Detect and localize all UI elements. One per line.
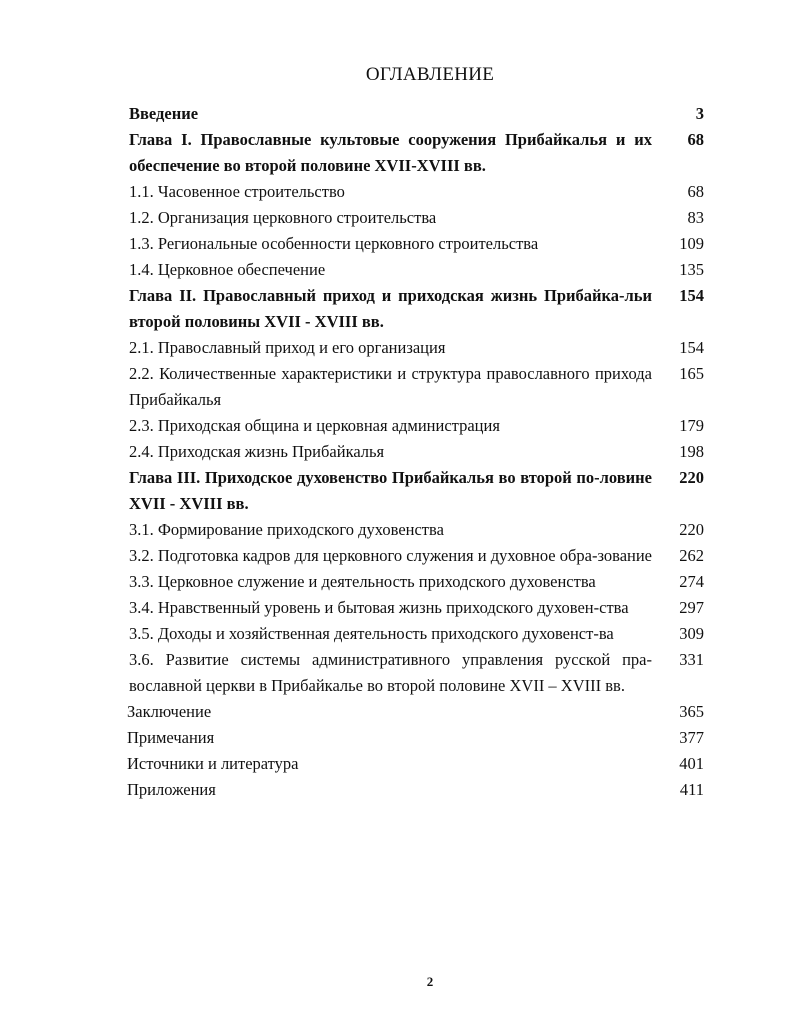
toc-entry-3-1 bbox=[129, 517, 704, 543]
toc-entry-sources bbox=[127, 751, 704, 777]
toc-entry-page: 365 bbox=[679, 702, 704, 721]
toc-entry-title: Глава I. Православные культовые сооружения Прибайкалья и их обеспечение во второй половине XVII-XVIII вв. bbox=[129, 130, 652, 175]
toc-entry-page: 165 bbox=[679, 364, 704, 383]
toc-entry-page: 411 bbox=[679, 780, 704, 799]
toc-entry-page: 109 bbox=[679, 234, 704, 253]
toc-entry-1-4 bbox=[129, 257, 704, 283]
toc-title: ОГЛАВЛЕНИЕ bbox=[365, 64, 495, 85]
toc-entry-notes bbox=[127, 725, 704, 751]
toc-entry-1-1 bbox=[129, 179, 704, 205]
toc-entry-title: 1.1. Часовенное строительство bbox=[129, 182, 345, 201]
toc-entry-page: 135 bbox=[679, 260, 704, 279]
toc-entry-title: 3.2. Подготовка кадров для церковного служения и духовное обра-зование bbox=[129, 546, 653, 565]
toc-entry-page: 154 bbox=[679, 286, 704, 305]
toc-entry-page: 274 bbox=[679, 572, 704, 591]
toc-entry-title: 2.1. Православный приход и его организация bbox=[129, 338, 446, 357]
toc-entry-page: 262 bbox=[679, 546, 704, 565]
toc-entry-title: 2.3. Приходская община и церковная администрация bbox=[129, 416, 500, 435]
toc-entry-title: 3.1. Формирование приходского духовенства bbox=[129, 520, 444, 539]
table-of-contents bbox=[129, 101, 704, 803]
toc-entry-conclusion bbox=[127, 699, 704, 725]
toc-entry-page: 297 bbox=[679, 598, 704, 617]
toc-entry-title: Глава II. Православный приход и приходская жизнь Прибайка-льи второй половины XVII - XVIII вв. bbox=[129, 286, 652, 331]
toc-entry-page: 68 bbox=[687, 182, 704, 201]
toc-entry-title: Приложения bbox=[127, 780, 216, 799]
toc-entry-chapter-2 bbox=[129, 283, 704, 335]
toc-entry-title: 1.3. Региональные особенности церковного строительства bbox=[129, 234, 539, 253]
toc-entry-title: 3.4. Нравственный уровень и бытовая жизнь приходского духовен-ства bbox=[129, 598, 629, 617]
toc-entry-title: 3.6. Развитие системы административного управления русской пра-вославной церкви в Прибайкалье во второй половине XVII – XVIII вв. bbox=[129, 650, 652, 695]
toc-entry-chapter-3 bbox=[129, 465, 704, 517]
toc-entry-title: 2.2. Количественные характеристики и структура православного прихода Прибайкалья bbox=[129, 364, 652, 409]
toc-entry-page: 83 bbox=[687, 208, 704, 227]
toc-entry-title: 3.3. Церковное служение и деятельность приходского духовенства bbox=[129, 572, 596, 591]
toc-entry-title: Глава III. Приходское духовенство Прибайкалья во второй по-ловине XVII - XVIII вв. bbox=[129, 468, 652, 513]
toc-entry-page: 220 bbox=[679, 520, 704, 539]
toc-entry-2-2 bbox=[129, 361, 704, 413]
toc-entry-2-3 bbox=[129, 413, 704, 439]
toc-entry-page: 220 bbox=[679, 468, 704, 487]
toc-entry-3-5 bbox=[129, 621, 704, 647]
toc-entry-page: 68 bbox=[687, 130, 704, 149]
toc-entry-title: 2.4. Приходская жизнь Прибайкалья bbox=[129, 442, 385, 461]
toc-entry-1-3 bbox=[129, 231, 704, 257]
toc-entry-page: 377 bbox=[679, 728, 704, 747]
toc-entry-title: Введение bbox=[129, 104, 199, 123]
page-number: 2 bbox=[426, 974, 434, 989]
toc-entry-2-1 bbox=[129, 335, 704, 361]
toc-entry-3-3 bbox=[129, 569, 704, 595]
toc-entry-title: Источники и литература bbox=[127, 754, 299, 773]
toc-entry-3-4 bbox=[129, 595, 704, 621]
toc-entry-page: 401 bbox=[679, 754, 704, 773]
toc-entry-3-6 bbox=[129, 647, 704, 699]
toc-entry-title: 1.2. Организация церковного строительства bbox=[129, 208, 437, 227]
toc-entry-title: 3.5. Доходы и хозяйственная деятельность приходского духовенст-ва bbox=[129, 624, 614, 643]
toc-entry-1-2 bbox=[129, 205, 704, 231]
toc-entry-page: 309 bbox=[679, 624, 704, 643]
toc-entry-2-4 bbox=[129, 439, 704, 465]
toc-entry-page: 154 bbox=[679, 338, 704, 357]
toc-entry-title: Примечания bbox=[127, 728, 215, 747]
toc-entry-page: 3 bbox=[695, 104, 704, 123]
toc-entry-3-2 bbox=[129, 543, 704, 569]
toc-entry-title: 1.4. Церковное обеспечение bbox=[129, 260, 326, 279]
toc-entry-appendices bbox=[127, 777, 704, 803]
toc-entry-chapter-1 bbox=[129, 127, 704, 179]
toc-entry-page: 179 bbox=[679, 416, 704, 435]
toc-entry-title: Заключение bbox=[127, 702, 212, 721]
toc-entry-introduction bbox=[129, 101, 704, 127]
toc-entry-page: 198 bbox=[679, 442, 704, 461]
toc-entry-page: 331 bbox=[679, 650, 704, 669]
